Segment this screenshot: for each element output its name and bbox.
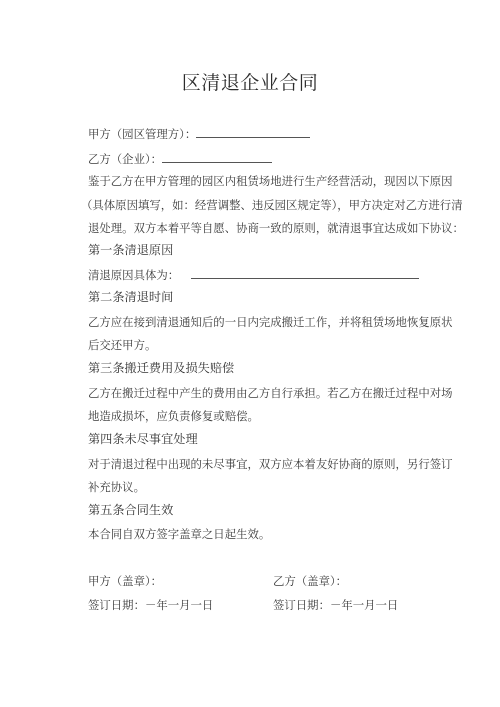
article-line: 地造成损坏，应负责修复或赔偿。 (88, 409, 259, 423)
article-heading: 第一条清退原因 (88, 243, 174, 257)
intro-line: （具体原因填写，如：经营调整、违反园区规定等），甲方决定对乙方进行清 (81, 198, 463, 212)
intro-line: 鉴于乙方在甲方管理的园区内租赁场地进行生产经营活动，现因以下原因 (88, 174, 453, 188)
article-line (88, 267, 419, 282)
article-line: 乙方应在接到清退通知后的一日内完成搬迁工作，并将租赁场地恢复原状 (88, 315, 453, 329)
reason-label: 清退原因具体为： (88, 268, 180, 282)
party-a-sign-date: 签订日期：－年一月一日 (88, 598, 214, 612)
article-line: 对于清退过程中出现的未尽事宜，双方应本着友好协商的原则，另行签订 (88, 457, 453, 471)
party-a-seal: 甲方（盖章）： (88, 574, 163, 588)
party-b-label: 乙方（企业）： (88, 152, 163, 166)
article-heading: 第五条合同生效 (88, 503, 174, 517)
article-line: 补充协议。 (88, 480, 145, 494)
intro-line: 退处理。双方本着平等自愿、协商一致的原则，就清退事宜达成如下协议： (88, 221, 464, 235)
party-b-sign-date: 签订日期：－年一月一日 (273, 598, 399, 612)
party-a-label: 甲方（园区管理方）： (88, 127, 197, 141)
article-heading: 第二条清退时间 (88, 290, 174, 304)
party-a-blank (196, 126, 310, 138)
article-line: 本合同自双方签字盖章之日起生效。 (88, 527, 271, 541)
party-b-line (88, 151, 272, 166)
article-line: 后交还甲方。 (88, 338, 157, 352)
party-b-blank (162, 151, 272, 163)
article-heading: 第四条未尽事宜处理 (88, 432, 198, 446)
article-line: 乙方在搬迁过程中产生的费用由乙方自行承担。若乙方在搬迁过程中对场 (88, 386, 453, 400)
party-a-line (88, 126, 310, 141)
reason-blank (191, 267, 419, 279)
article-heading: 第三条搬迁费用及损失赔偿 (88, 361, 235, 375)
party-b-seal: 乙方（盖章）： (273, 574, 348, 588)
document-title: 区清退企业合同 (181, 72, 319, 94)
